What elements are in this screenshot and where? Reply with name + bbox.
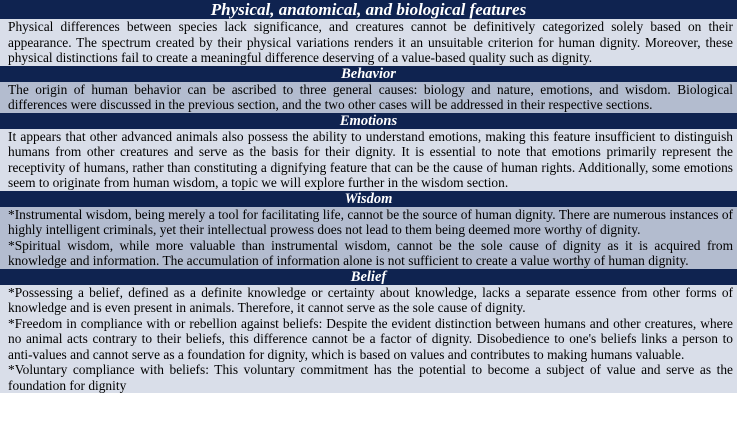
section-body-emotions — [0, 129, 737, 191]
section-header-physical: Physical, anatomical, and biological features — [0, 0, 737, 19]
section-header-wisdom: Wisdom — [0, 191, 737, 207]
paragraph: *Instrumental wisdom, being merely a tool for facilitating life, cannot be the source of human dignity. There are numerous instances of highly intelligent criminals, yet their intellectual prowess does not lead to them being deemed more worthy of dignity. — [8, 206, 733, 237]
section-header-belief: Belief — [0, 269, 737, 285]
section-header-emotions: Emotions — [0, 113, 737, 129]
section-header-behavior: Behavior — [0, 66, 737, 82]
paragraph: *Voluntary compliance with beliefs: This voluntary commitment has the potential to become a subject of value and serve as the foundation for dignity — [8, 362, 733, 393]
section-body-belief — [0, 285, 737, 394]
section-body-wisdom — [0, 207, 737, 269]
paragraph: *Freedom in compliance with or rebellion against beliefs: Despite the evident distinction between humans and other creatures, where no animal acts contrary to their beliefs, this difference cannot be a factor of dignity. Disobedience to one's beliefs links a person to anti-values and cannot serve as a foundation for dignity, which is based on values and contributes to making humans valuable. — [8, 315, 733, 362]
paragraph: It appears that other advanced animals also possess the ability to understand emotions, making this feature insufficient to distinguish humans from other creatures and serve as the basis for their dignity. It is essential to note that emotions primarily represent the receptivity of humans, rather than constituting a dignifying feature that can be the cause of human rights. Additionally, some emotions seem to originate from human wisdom, a topic we will explore further in the wisdom section. — [8, 128, 733, 190]
paragraph: The origin of human behavior can be ascribed to three general causes: biology and nature, emotions, and wisdom. Biological differences were discussed in the previous section, and the two other cases will be addressed in their respective sections. — [8, 81, 733, 112]
section-body-behavior — [0, 82, 737, 113]
paragraph: Physical differences between species lack significance, and creatures cannot be definitively categorized solely based on their appearance. The spectrum created by their physical variations renders it an unsuitable criterion for human dignity. Moreover, these physical distinctions fail to create a meaningful difference deserving of a value-based quality such as dignity. — [8, 19, 733, 65]
section-body-physical — [0, 19, 737, 66]
paragraph: *Possessing a belief, defined as a definite knowledge or certainty about knowledge, lacks a separate essence from other forms of knowledge and is even present in animals. Therefore, it cannot serve as the sole cause of dignity. — [8, 284, 733, 315]
paragraph: *Spiritual wisdom, while more valuable than instrumental wisdom, cannot be the sole cause of dignity as it is acquired from knowledge and information. The accumulation of information alone is not sufficient to create a value worthy of human dignity. — [8, 237, 733, 268]
